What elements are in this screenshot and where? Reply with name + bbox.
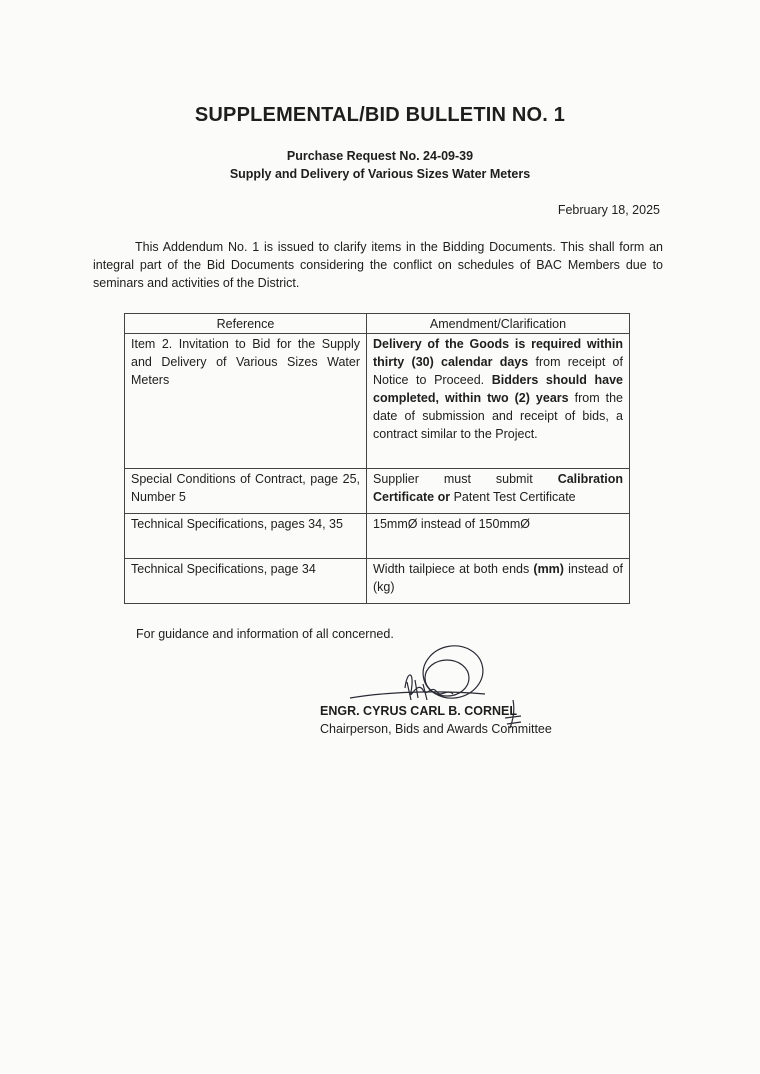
purchase-request-number: Purchase Request No. 24-09-39: [286, 149, 474, 163]
reference-cell: Technical Specifications, pages 34, 35: [125, 514, 367, 559]
signatory-title: Chairperson, Bids and Awards Committee: [320, 722, 552, 736]
amendment-bold-text: Bidders should have completed, within two (2) years: [373, 373, 623, 405]
reference-cell: Item 2. Invitation to Bid for the Supply and Delivery of Various Sizes Water Meters: [125, 334, 367, 469]
header-reference: Reference: [125, 314, 367, 334]
signatory-name: ENGR. CYRUS CARL B. CORNEL: [320, 704, 518, 718]
amendment-text: Width tailpiece at both ends: [373, 562, 534, 576]
amendment-text: from the date of submission and receipt of bids, a contract similar to the Project.: [373, 391, 624, 441]
bulletin-date: February 18, 2025: [557, 203, 660, 217]
amendment-bold-text: Calibration Certificate or: [373, 472, 623, 504]
amendment-table: [124, 313, 630, 604]
amendment-text: from receipt of Notice to Proceed.: [373, 355, 623, 387]
table-row: [125, 469, 630, 514]
table-header-row: [125, 314, 630, 334]
bulletin-title: SUPPLEMENTAL/BID BULLETIN NO. 1: [194, 104, 566, 126]
project-name: Supply and Delivery of Various Sizes Water Meters: [229, 167, 531, 181]
amendment-cell: [367, 334, 630, 469]
amendment-bold-text: Delivery of the Goods is required within thirty (30) calendar days: [373, 337, 623, 369]
amendment-bold-text: (mm): [533, 562, 564, 576]
header-amendment: Amendment/Clarification: [367, 314, 630, 334]
closing-line: For guidance and information of all concerned.: [136, 627, 394, 641]
table-row: [125, 514, 630, 559]
amendment-cell: [367, 469, 630, 514]
intro-paragraph: This Addendum No. 1 is issued to clarify items in the Bidding Documents. This shall form an integral part of the Bid Documents considering the conflict on schedules of BAC Members due to seminars and activities of the District.: [93, 240, 663, 290]
amendment-text: Supplier must submit: [373, 472, 558, 486]
amendment-text: 15mmØ instead of 150mmØ: [373, 517, 531, 531]
amendment-text: instead of (kg): [373, 562, 623, 594]
amendment-cell: [367, 559, 630, 604]
reference-cell: Technical Specifications, page 34: [125, 559, 367, 604]
amendment-cell: [367, 514, 630, 559]
reference-cell: Special Conditions of Contract, page 25, Number 5: [125, 469, 367, 514]
table-row: [125, 559, 630, 604]
table-row: [125, 334, 630, 469]
amendment-text: Patent Test Certificate: [450, 490, 576, 504]
